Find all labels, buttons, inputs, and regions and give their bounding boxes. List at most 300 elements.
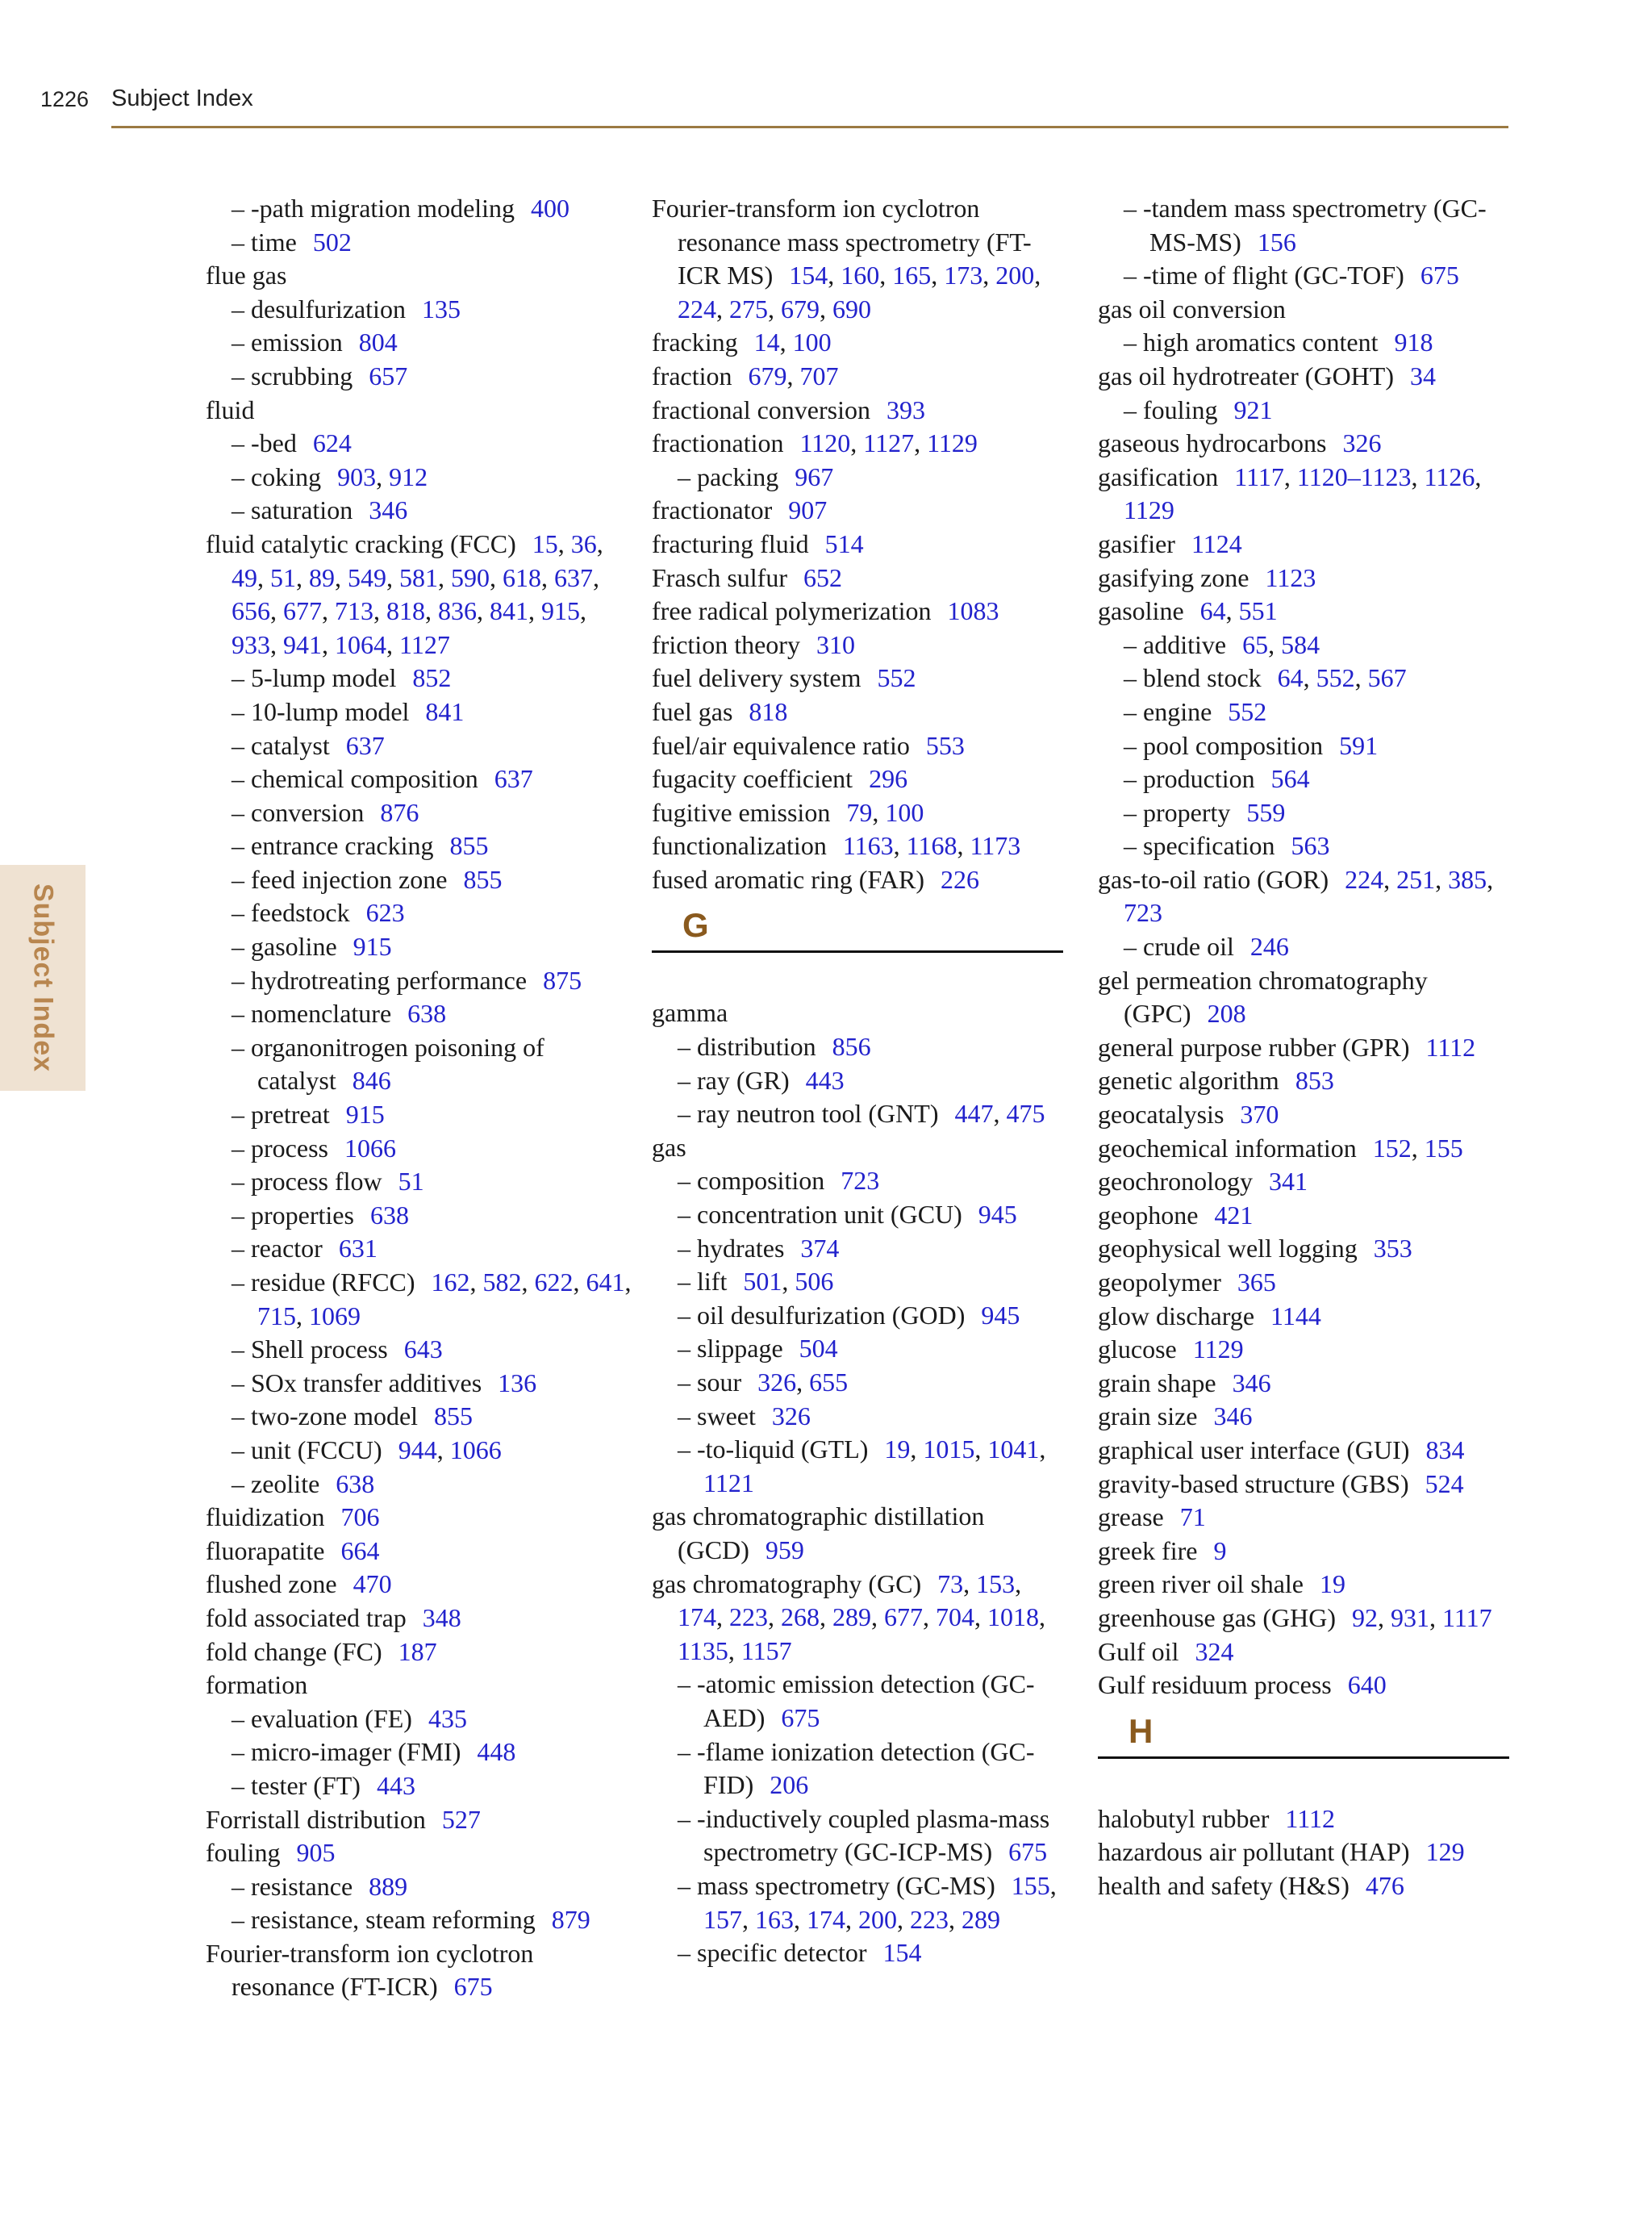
page-ref-link[interactable]: 715 [257,1301,296,1330]
page-ref-link[interactable]: 19 [884,1435,911,1464]
page-ref-link[interactable]: 51 [270,562,296,592]
page-ref-link[interactable]: 1124 [1191,528,1242,558]
page-ref-link[interactable]: 1127 [399,629,450,659]
page-ref-link[interactable]: 64 [1277,663,1304,693]
page-ref-link[interactable]: 326 [1342,428,1382,458]
page-ref-link[interactable]: 618 [503,562,541,592]
subentry-dash: – [232,696,251,726]
page-ref-link[interactable]: 289 [962,1904,1000,1934]
page-ref-link[interactable]: 324 [1195,1636,1234,1666]
page-ref-link[interactable]: 675 [1008,1837,1048,1867]
page-ref-link[interactable]: 447 [954,1099,994,1129]
page-ref-link[interactable]: 501 [743,1267,782,1297]
page-ref-link[interactable]: 967 [795,461,834,491]
page-ref-link[interactable]: 514 [824,528,864,558]
page-refs [344,1134,396,1163]
page-ref-link[interactable]: 524 [1425,1468,1464,1498]
page-ref-link[interactable]: 638 [369,1200,409,1230]
section-heading [1098,1702,1517,1802]
page-ref-link[interactable]: 448 [477,1737,516,1767]
page-refs [313,428,352,457]
index-term: gas [652,1132,686,1162]
page-ref-link[interactable]: 1173 [970,831,1021,861]
page-refs: 155, 157, 163, 174, 200, 223, 289 [703,1870,1057,1934]
page-ref-link[interactable]: 129 [1425,1837,1465,1867]
page-refs [1250,932,1289,961]
page-ref-link[interactable]: 36 [570,528,597,558]
page-ref-link[interactable]: 1066 [449,1435,502,1464]
page-ref-link[interactable]: 226 [940,864,979,894]
index-term: slippage [697,1334,783,1364]
page-ref-link[interactable]: 1112 [1425,1032,1476,1062]
page-ref-link[interactable]: 834 [1425,1435,1465,1464]
page-refs: 15, 36, 49, 51, 89, 549, 581, 590, 618, 637, 656, 677, 713, 818, 836, 841, 915, 933, 941, 1064, 1127 [232,528,603,659]
index-term: fugitive emission [652,797,831,827]
page-ref-link[interactable]: 435 [428,1703,467,1733]
page-ref-link[interactable]: 1123 [1265,562,1316,592]
page-ref-link[interactable]: 296 [869,764,908,794]
subentry-dash: – [232,1100,251,1130]
index-entry [1098,293,1517,327]
page-ref-link[interactable]: 552 [1316,663,1355,693]
page-ref-link[interactable]: 370 [1240,1100,1279,1130]
page-ref-link[interactable]: 622 [534,1268,574,1297]
page-ref-link[interactable]: 289 [832,1602,871,1632]
page-refs: 162, 582, 622, 641, 715, 1069 [257,1268,632,1330]
page-ref-link[interactable]: 624 [312,428,352,458]
page-ref-link[interactable]: 591 [1339,730,1379,760]
page-ref-link[interactable]: 567 [1367,663,1407,693]
page-refs [1374,1234,1412,1263]
index-term: feedstock [251,898,350,928]
page-ref-link[interactable]: 1120 [799,428,851,458]
page-ref-link[interactable]: 365 [1237,1268,1276,1297]
page-ref-link[interactable]: 818 [749,696,788,726]
subentry-dash: – [1124,194,1143,223]
subentry-dash: – [1124,932,1143,962]
page-ref-link[interactable]: 9 [1213,1535,1227,1565]
subentry-dash: – [1124,696,1143,726]
page-refs: 1117, 1120–1123, 1126, 1129 [1124,461,1482,525]
page-ref-link[interactable]: 165 [892,261,932,290]
index-term: geochemical information [1098,1133,1357,1163]
page-ref-link[interactable]: 326 [771,1401,811,1430]
page-ref-link[interactable]: 224 [1345,864,1384,894]
page-ref-link[interactable]: 475 [1006,1099,1045,1129]
page-ref-link[interactable]: 268 [781,1602,820,1632]
page-ref-link[interactable]: 706 [340,1502,380,1532]
page-ref-link[interactable]: 1129 [927,428,978,458]
page-ref-link[interactable]: 846 [352,1066,391,1096]
page-ref-link[interactable]: 912 [389,461,428,491]
index-entry [1098,360,1517,394]
page-refs [800,1234,839,1263]
page-ref-link[interactable]: 400 [531,194,570,223]
page-ref-link[interactable]: 92 [1352,1602,1379,1632]
page-ref-link[interactable]: 470 [353,1569,392,1599]
page-ref-link[interactable]: 136 [498,1368,537,1397]
page-refs [1420,261,1459,290]
page-ref-link[interactable]: 584 [1281,629,1320,659]
page-refs [370,1201,409,1230]
page-ref-link[interactable]: 637 [554,562,593,592]
page-refs [1246,798,1285,827]
index-subentry [206,964,633,998]
page-ref-link[interactable]: 655 [809,1368,849,1397]
page-ref-link[interactable]: 564 [1270,764,1310,794]
page-refs [1266,563,1316,592]
page-ref-link[interactable]: 677 [884,1602,923,1632]
page-ref-link[interactable]: 664 [340,1535,380,1565]
page-ref-link[interactable]: 852 [412,663,452,693]
page-refs [1214,1201,1253,1230]
page-ref-link[interactable]: 915 [345,1100,385,1130]
page-ref-link[interactable]: 638 [407,999,447,1029]
page-ref-link[interactable]: 1064 [335,629,386,659]
section-rule [1098,1756,1509,1759]
page-ref-link[interactable]: 640 [1347,1670,1387,1700]
page-ref-link[interactable]: 160 [841,261,880,290]
page-ref-link[interactable]: 903 [337,461,377,491]
page-ref-link[interactable]: 841 [490,596,528,626]
subentry-dash: – [232,965,251,995]
page-ref-link[interactable]: 918 [1394,328,1433,357]
subentry-dash: – [1124,730,1143,760]
subentry-dash: – [1124,831,1143,861]
page-ref-link[interactable]: 154 [789,261,828,290]
page-ref-link[interactable]: 551 [1238,596,1278,626]
page-ref-link[interactable]: 155 [1424,1133,1463,1163]
page-ref-link[interactable]: 100 [885,797,924,827]
page-ref-link[interactable]: 100 [792,328,832,357]
page-ref-link[interactable]: 135 [421,294,461,324]
page-ref-link[interactable]: 346 [1232,1368,1271,1397]
page-ref-link[interactable]: 945 [981,1300,1020,1330]
page-ref-link[interactable]: 346 [1213,1401,1253,1431]
page-ref-link[interactable]: 71 [1179,1502,1206,1532]
index-entry [1098,1802,1517,1836]
page-ref-link[interactable]: 855 [434,1401,473,1431]
page-ref-link[interactable]: 841 [425,696,465,726]
page-ref-link[interactable]: 157 [703,1904,742,1934]
subentry-dash: – [232,663,251,693]
page-refs [404,1334,443,1364]
page-ref-link[interactable]: 200 [995,261,1035,290]
page-ref-link[interactable]: 208 [1207,999,1246,1029]
page-refs [434,1401,473,1430]
page-ref-link[interactable]: 945 [978,1200,1017,1230]
page-ref-link[interactable]: 959 [765,1535,804,1564]
page-ref-link[interactable]: 713 [335,596,373,626]
page-ref-link[interactable]: 1018 [987,1602,1039,1632]
subentry-dash: – [678,1669,697,1699]
page-ref-link[interactable]: 89 [309,562,335,592]
page-ref-link[interactable]: 1069 [309,1301,361,1330]
page-ref-link[interactable]: 1117 [1442,1602,1492,1632]
page-ref-link[interactable]: 907 [788,495,828,525]
page-ref-link[interactable]: 856 [832,1032,871,1062]
header-rule [111,126,1508,128]
page-ref-link[interactable]: 638 [336,1468,375,1498]
page-ref-link[interactable]: 1120–1123 [1296,461,1412,491]
page-refs: 1163, 1168, 1173 [842,831,1021,861]
page-refs [340,1536,379,1565]
index-term: packing [697,461,779,491]
page-ref-link[interactable]: 1129 [1192,1334,1244,1364]
page-ref-link[interactable]: 876 [380,797,419,827]
index-entry [652,595,1071,629]
page-ref-link[interactable]: 1157 [740,1635,792,1665]
page-ref-link[interactable]: 73 [937,1568,964,1598]
index-subentry [206,293,633,327]
page-ref-link[interactable]: 553 [925,730,965,760]
page-ref-link[interactable]: 385 [1448,864,1487,894]
page-refs: 14, 100 [753,328,832,357]
index-term: flushed zone [206,1569,337,1599]
page-ref-link[interactable]: 504 [799,1334,838,1364]
index-term: fluid [206,395,255,424]
index-subentry [1098,695,1517,729]
page-ref-link[interactable]: 581 [399,562,438,592]
page-ref-link[interactable]: 310 [816,629,855,659]
page-ref-link[interactable]: 19 [1320,1569,1345,1599]
page-ref-link[interactable]: 527 [441,1804,481,1834]
page-ref-link[interactable]: 677 [283,596,322,626]
page-ref-link[interactable]: 1117 [1234,461,1284,491]
subentry-dash: – [232,864,251,894]
page-ref-link[interactable]: 855 [449,831,489,861]
page-ref-link[interactable]: 346 [369,495,408,525]
index-term: fouling [206,1838,281,1868]
index-subentry [206,762,633,796]
page-ref-link[interactable]: 623 [365,898,405,928]
page-ref-link[interactable]: 675 [1420,261,1459,290]
page-ref-link[interactable]: 804 [358,328,398,357]
index-term: greenhouse gas (GHG) [1098,1602,1337,1632]
page-ref-link[interactable]: 679 [781,294,820,324]
index-subentry [1098,394,1517,428]
index-term: free radical polymerization [652,596,932,626]
page-ref-link[interactable]: 1066 [344,1133,396,1163]
page-refs [1228,697,1266,726]
page-ref-link[interactable]: 1129 [1124,495,1174,525]
page-ref-link[interactable]: 476 [1365,1870,1404,1900]
page-ref-link[interactable]: 163 [755,1904,794,1934]
page-ref-link[interactable]: 443 [805,1065,845,1095]
page-ref-link[interactable]: 915 [353,932,392,962]
page-refs [832,1032,871,1061]
page-ref-link[interactable]: 1041 [987,1435,1040,1464]
page-ref-link[interactable]: 1083 [947,596,999,626]
index-entry [206,1635,633,1669]
page-ref-link[interactable]: 921 [1233,395,1273,424]
page-ref-link[interactable]: 582 [482,1268,522,1297]
page-refs [1214,1401,1253,1430]
page-ref-link[interactable]: 79 [846,797,873,827]
page-ref-link[interactable]: 690 [832,294,871,324]
page-ref-link[interactable]: 637 [345,730,385,760]
page-ref-link[interactable]: 855 [463,864,503,894]
page-ref-link[interactable]: 421 [1214,1200,1254,1230]
page-ref-link[interactable]: 64 [1199,596,1226,626]
page-ref-link[interactable]: 154 [882,1938,922,1968]
page-ref-link[interactable]: 153 [976,1568,1016,1598]
page-ref-link[interactable]: 156 [1257,227,1296,257]
page-ref-link[interactable]: 590 [451,562,490,592]
index-term: Forristall distribution [206,1804,426,1834]
page-ref-link[interactable]: 251 [1396,864,1436,894]
page-ref-link[interactable]: 502 [312,227,352,257]
page-ref-link[interactable]: 559 [1246,797,1286,827]
page-ref-link[interactable]: 1126 [1424,461,1475,491]
subentry-dash: – [232,1401,251,1431]
page-ref-link[interactable]: 818 [386,596,425,626]
page-refs [803,563,842,592]
page-ref-link[interactable]: 875 [543,965,582,995]
page-ref-link[interactable]: 707 [799,361,839,390]
page-ref-link[interactable]: 905 [296,1838,336,1868]
page-ref-link[interactable]: 506 [795,1267,834,1297]
page-ref-link[interactable]: 853 [1295,1066,1334,1096]
index-term: glucose [1098,1334,1177,1364]
page-ref-link[interactable]: 1163 [842,831,894,861]
page-ref-link[interactable]: 563 [1291,831,1330,861]
page-ref-link[interactable]: 152 [1372,1133,1412,1163]
page-ref-link[interactable]: 675 [781,1702,820,1732]
page-ref-link[interactable]: 723 [1124,898,1162,928]
page-ref-link[interactable]: 941 [283,629,322,659]
page-ref-link[interactable]: 374 [800,1233,840,1263]
page-ref-link[interactable]: 679 [748,361,787,390]
page-refs [359,328,398,357]
page-ref-link[interactable]: 1127 [863,428,915,458]
subentry-dash: – [232,227,251,257]
page-refs [869,764,907,793]
index-term: residue (RFCC) [251,1268,415,1297]
page-refs: 501, 506 [743,1267,834,1297]
page-ref-link[interactable]: 174 [807,1904,845,1934]
subentry-dash: – [678,1267,697,1297]
page-ref-link[interactable]: 549 [348,562,386,592]
page-ref-link[interactable]: 393 [886,395,925,424]
index-entry [1098,461,1517,528]
index-term: Gulf residuum process [1098,1670,1332,1700]
page-ref-link[interactable]: 246 [1249,932,1289,962]
page-ref-link[interactable]: 836 [438,596,477,626]
page-ref-link[interactable]: 1121 [703,1468,754,1497]
index-subentry [652,1802,1071,1869]
page-ref-link[interactable]: 65 [1242,629,1269,659]
page-ref-link[interactable]: 652 [803,562,842,592]
page-ref-link[interactable]: 348 [422,1602,461,1632]
subentry-dash: – [232,1234,251,1263]
page-ref-link[interactable]: 1144 [1270,1301,1321,1330]
page-refs [1233,1368,1271,1397]
page-refs [442,1805,481,1834]
page-ref-link[interactable]: 723 [841,1166,880,1196]
index-term: functionalization [652,831,827,861]
index-term: coking [251,461,322,491]
index-term: graphical user interface (GUI) [1098,1435,1410,1464]
subentry-dash: – [232,1770,251,1800]
index-column-2 [652,192,1071,1970]
index-term: grain size [1098,1401,1198,1431]
page-ref-link[interactable]: 173 [944,261,983,290]
page-ref-link[interactable]: 34 [1409,361,1436,390]
index-term: high aromatics content [1143,328,1379,357]
page-ref-link[interactable]: 15 [532,528,558,558]
index-entry [652,360,1071,394]
page-ref-link[interactable]: 162 [431,1268,470,1297]
page-ref-link[interactable]: 49 [232,562,257,592]
index-subentry [652,1433,1071,1500]
page-ref-link[interactable]: 326 [757,1368,797,1397]
index-term: sweet [697,1401,756,1430]
page-ref-link[interactable]: 657 [369,361,408,390]
page-ref-link[interactable]: 224 [678,294,716,324]
page-ref-link[interactable]: 889 [369,1871,408,1901]
page-ref-link[interactable]: 353 [1373,1234,1412,1263]
page-ref-link[interactable]: 641 [586,1268,625,1297]
page-ref-link[interactable]: 155 [1011,1870,1050,1900]
page-ref-link[interactable]: 643 [403,1334,443,1364]
page-ref-link[interactable]: 552 [1228,696,1267,726]
page-ref-link[interactable]: 206 [770,1770,809,1800]
page-ref-link[interactable]: 675 [453,1972,493,2002]
page-ref-link[interactable]: 631 [338,1234,378,1263]
page-refs [346,731,385,760]
page-refs [788,495,827,524]
page-ref-link[interactable]: 1168 [906,831,957,861]
page-ref-link[interactable]: 656 [232,596,270,626]
index-subentry [652,1232,1071,1266]
page-refs [425,697,464,726]
page-ref-link[interactable]: 1015 [923,1435,975,1464]
page-ref-link[interactable]: 174 [678,1602,716,1632]
page-refs [1348,1670,1387,1699]
index-entry [1098,863,1517,930]
page-ref-link[interactable]: 187 [398,1636,437,1666]
index-term: -bed [251,428,297,458]
subentry-dash: – [1124,797,1143,827]
page-refs [825,529,864,558]
page-ref-link[interactable]: 1112 [1285,1803,1336,1833]
page-ref-link[interactable]: 931 [1391,1602,1430,1632]
page-ref-link[interactable]: 552 [877,663,916,693]
subentry-dash: – [232,932,251,962]
index-term: chemical composition [251,764,478,794]
page-ref-link[interactable]: 14 [753,328,780,357]
page-ref-link[interactable]: 200 [858,1904,897,1934]
page-ref-link[interactable]: 223 [910,1904,949,1934]
page-ref-link[interactable]: 275 [729,294,768,324]
index-subentry [652,1265,1071,1299]
subentry-dash: – [232,1737,251,1767]
section-letter: G [682,906,709,945]
subentry-dash: – [232,831,251,861]
page-ref-link[interactable]: 443 [376,1770,415,1800]
page-ref-link[interactable]: 341 [1268,1167,1308,1197]
page-ref-link[interactable]: 1135 [678,1635,728,1665]
page-ref-link[interactable]: 933 [232,629,270,659]
page-ref-link[interactable]: 915 [541,596,580,626]
page-ref-link[interactable]: 51 [398,1167,424,1197]
page-ref-link[interactable]: 223 [729,1602,768,1632]
page-ref-link[interactable]: 637 [494,764,533,794]
page-ref-link[interactable]: 879 [551,1905,590,1935]
page-ref-link[interactable]: 944 [398,1435,437,1464]
page-ref-link[interactable]: 704 [936,1602,974,1632]
